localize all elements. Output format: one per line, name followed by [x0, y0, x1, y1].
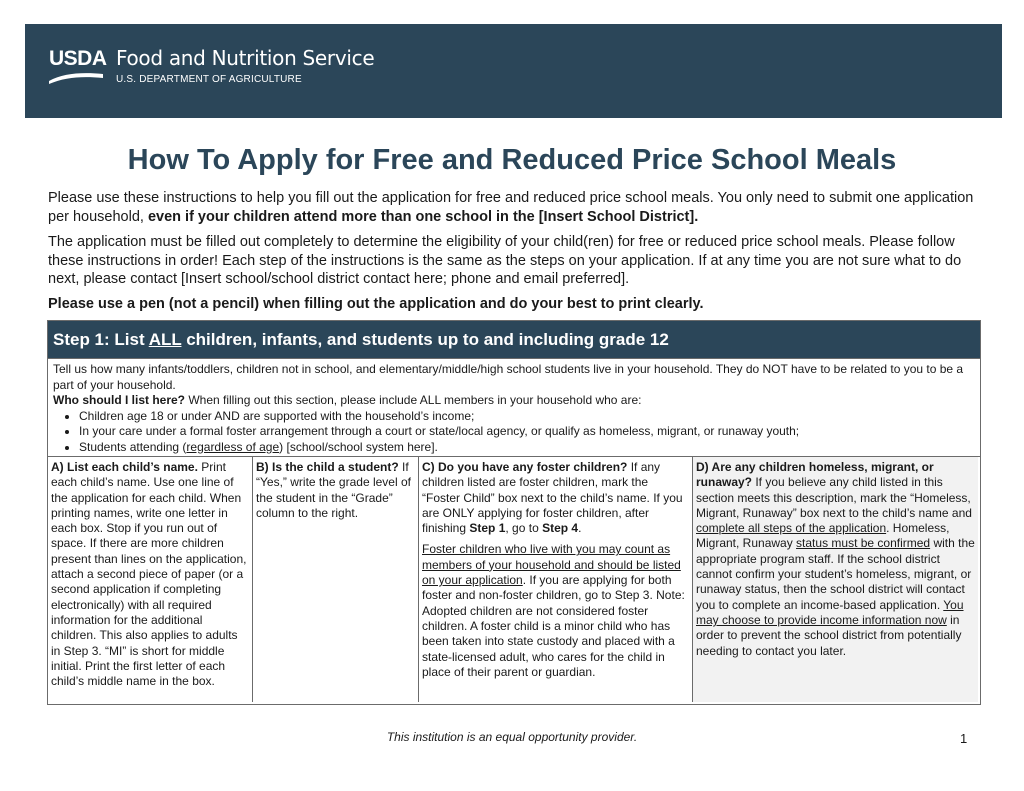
usda-swoosh-icon [49, 72, 103, 84]
step-1-heading: Step 1: List ALL children, infants, and students up to and including grade 12 [48, 321, 980, 358]
department-name: U.S. DEPARTMENT OF AGRICULTURE [116, 74, 302, 85]
intro-paragraph-1: Please use these instructions to help you fill out the application for free and reduced price school meals. You only need to submit one application per household, even if your children attend more than one school in the [Insert School District]. [48, 190, 974, 225]
column-c-foster-children: C) Do you have any foster children? If any children listed are foster children, mark the “Foster Child” box next to the child’s name. If you are ONLY applying for foster children, after finishing Step 1, go to Step 4. Foster children who live with you may count as members of your household and should be listed on your application. If you are applying for both foster and non-foster children, go to Step 3. Note: Adopted children are not considered foster children. A foster child is a minor child who has been taken into state custody and placed with a state-licensed adult, who cares for the child in place of their parent or guardian. [419, 457, 693, 702]
list-item: • In your care under a formal foster arrangement through a court or state/local agency, or qualify as homeless, migrant, or runaway youth; [79, 424, 975, 440]
step-1-section [47, 320, 981, 705]
usda-logo-text: USDA [49, 47, 107, 70]
pen-instruction: Please use a pen (not a pencil) when filling out the application and do your best to print clearly. [48, 296, 704, 312]
column-b-student: B) Is the child a student? If “Yes,” write the grade level of the student in the “Grade” column to the right. [253, 457, 419, 702]
who-to-list: Who should I list here? When filling out this section, please include ALL members in your household who are: [53, 393, 642, 407]
page-title: How To Apply for Free and Reduced Price School Meals [127, 144, 897, 176]
step-1-columns [48, 457, 980, 702]
agency-name: Food and Nutrition Service [116, 46, 375, 70]
list-item: • Children age 18 or under AND are supported with the household’s income; [79, 409, 975, 425]
agency-banner [25, 24, 1002, 118]
usda-logo [49, 48, 105, 88]
page-number: 1 [960, 731, 968, 746]
step-1-intro [48, 358, 980, 457]
column-d-homeless-migrant-runaway: D) Are any children homeless, migrant, or runaway? If you believe any child listed in this section meets this description, mark the “Homeless, Migrant, Runaway” box next to the child’s name and complete all steps of the application. Homeless, Migrant, Runaway status must be confirmed with the appropriate program staff. If the school district cannot confirm your student’s homeless, migrant, or runaway status, then the school district will contact you to complete an income-based application. You may choose to provide income information now in order to prevent the school district from potentially needing to contact you later. [693, 457, 978, 702]
list-item: • Students attending (regardless of age) [school/school system here]. [79, 440, 975, 456]
who-to-list-bullets [53, 409, 975, 456]
column-a-child-names: A) List each child’s name. Print each child’s name. Use one line of the application for each child. When printing names, write one letter in each box. Stop if you run out of space. If there are more children present than lines on the application, attach a second piece of paper (or a second application if completing electronically) with all required information for the additional children. This also applies to adults in Step 3. “MI” is short for middle initial. Print the first letter of each child’s middle name in the box. [48, 457, 253, 702]
intro-paragraph-2: The application must be filled out completely to determine the eligibility of your child(ren) for free or reduced price school meals. Please follow these instructions in order! Each step of the instructions is the same as the steps on your application. If at any time you are not sure what to do next, please contact [Insert school/school district contact here; phone and email preferred]. [48, 234, 962, 287]
step-1-description: Tell us how many infants/toddlers, children not in school, and elementary/middle/high school students live in your household. They do NOT have to be related to you to be a part of your household. [53, 362, 964, 392]
equal-opportunity-statement: This institution is an equal opportunity provider. [386, 730, 638, 744]
agency-title [116, 46, 374, 87]
